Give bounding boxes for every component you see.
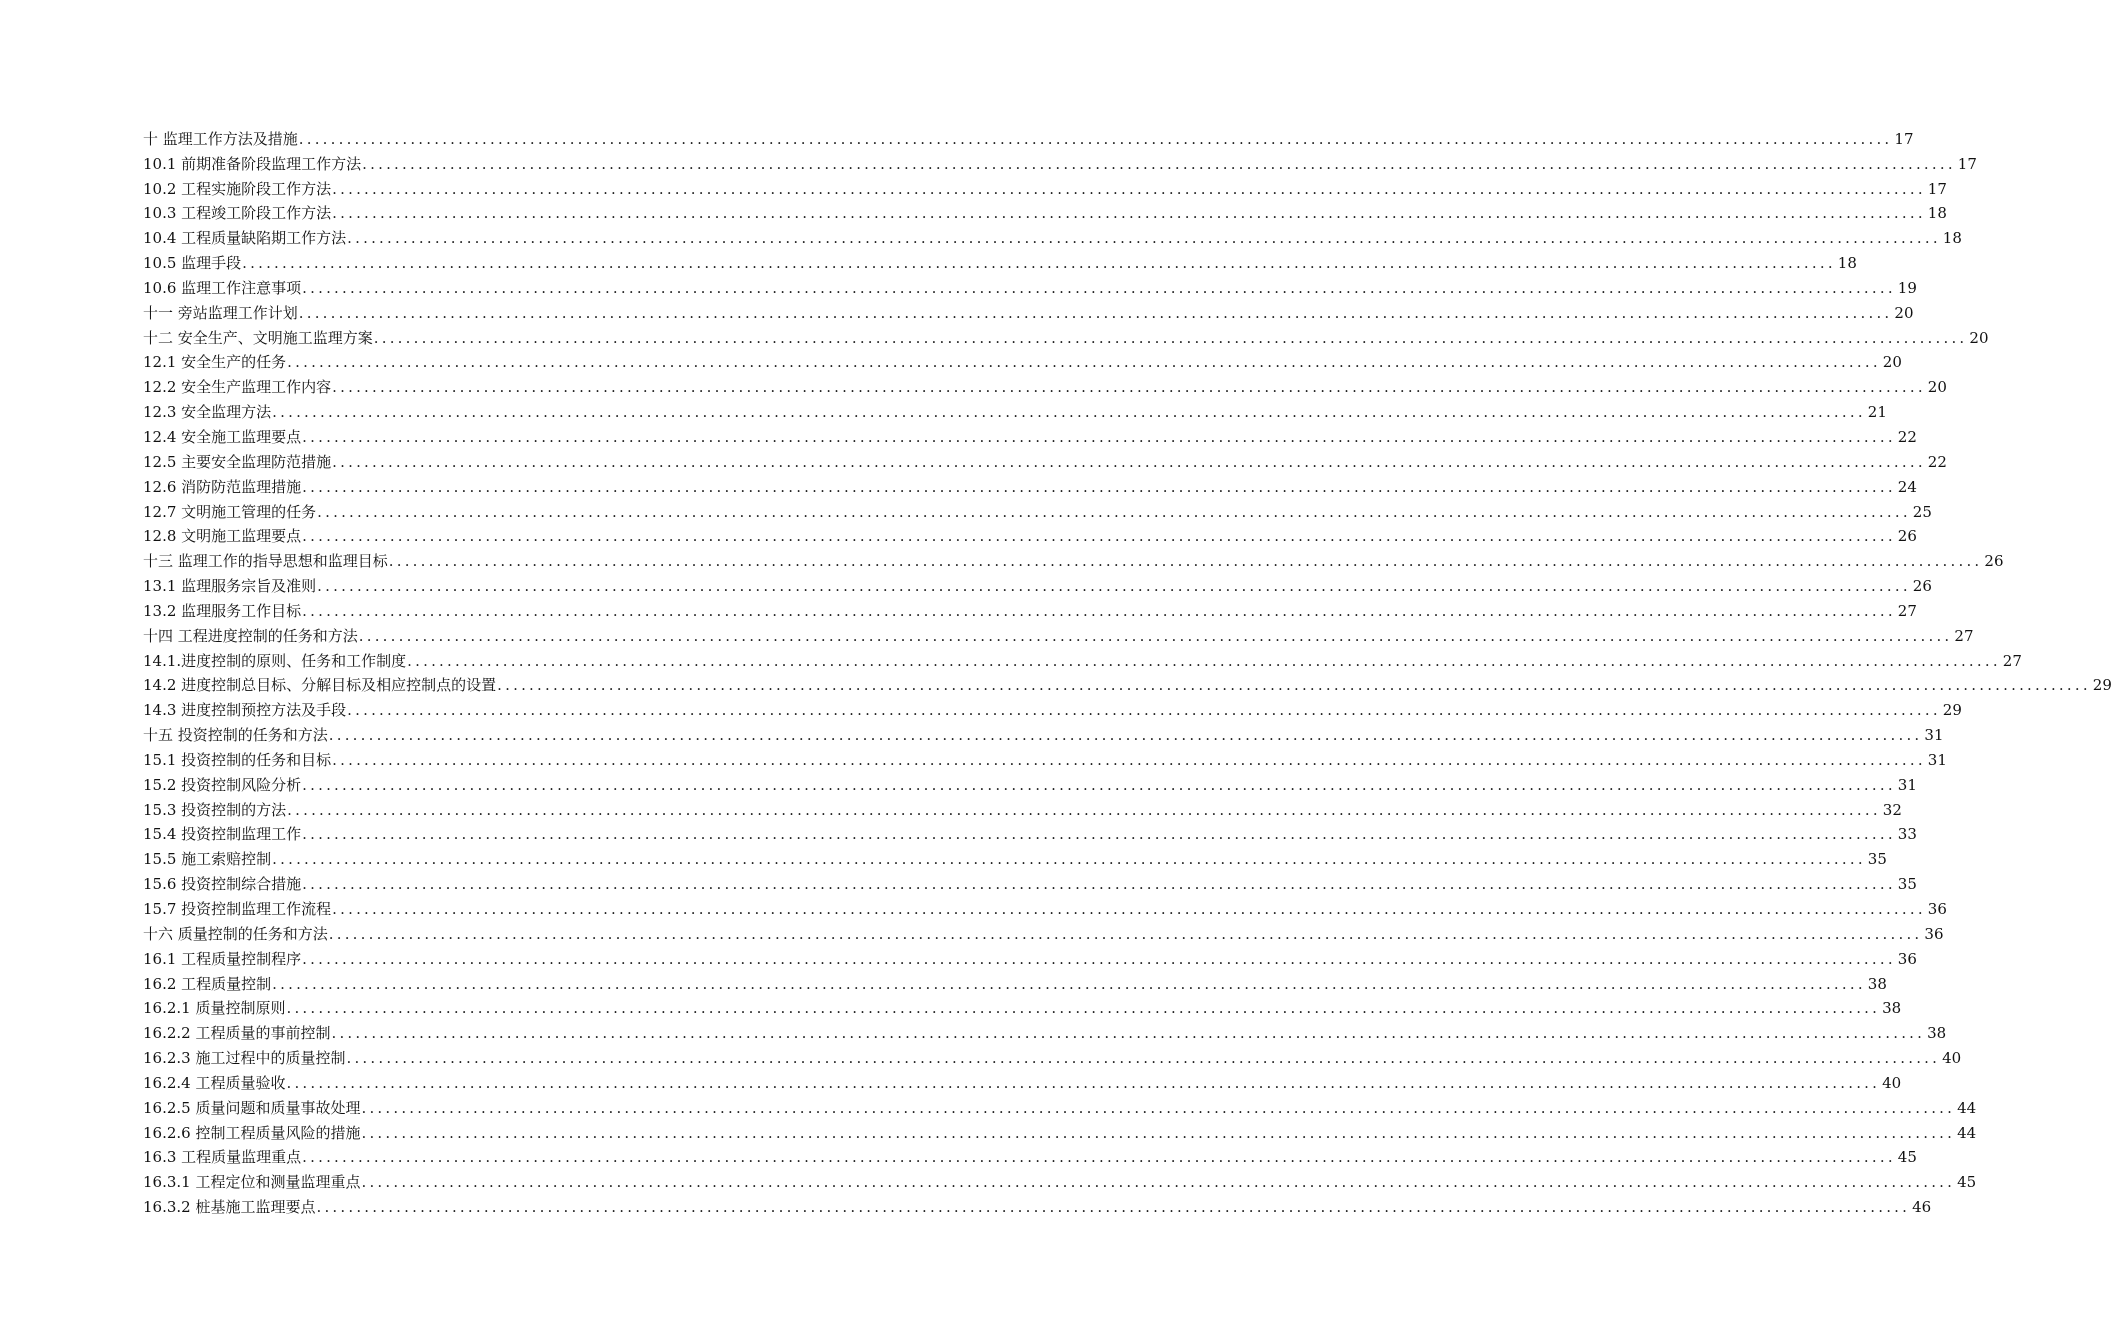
toc-entry-page-number: 31 [1924,726,1944,745]
toc-entry[interactable] [143,348,1902,373]
toc-entry-page-number: 26 [1984,552,2004,571]
toc-entry[interactable] [143,571,1932,596]
toc-entry-page-number: 36 [1927,900,1947,918]
toc-entry[interactable] [143,1192,1932,1217]
toc-entry-title: 16.3 工程质量监理重点 [143,1148,302,1167]
toc-entry-page-number: 44 [1957,1098,1977,1117]
toc-dot-leader: ........................................................................................................................................................................................................ [302,601,1896,620]
toc-entry-title: 十四 工程进度控制的任务和方法 [143,626,358,645]
toc-entry-title: 13.2 监理服务工作目标 [143,601,302,620]
toc-entry-page-number: 32 [1882,800,1902,819]
toc-dot-leader: ........................................................................................................................................................................................................ [287,800,1881,819]
toc-entry-title: 13.1 监理服务宗旨及准则 [143,577,317,596]
toc-entry[interactable] [143,695,1962,720]
toc-entry-page-number: 17 [1927,179,1947,198]
toc-dot-leader: ........................................................................................................................................................................................................ [407,651,2001,670]
toc-entry[interactable] [143,1118,1977,1143]
toc-entry[interactable] [143,472,1917,497]
toc-entry-page-number: 46 [1912,1198,1932,1217]
toc-entry-title: 12.6 消防防范监理措施 [143,477,302,496]
toc-entry-page-number: 38 [1882,999,1902,1018]
toc-entry-page-number: 29 [1942,701,1962,720]
toc-entry-title: 15.2 投资控制风险分析 [143,775,302,794]
toc-entry[interactable] [143,844,1887,869]
toc-dot-leader: ........................................................................................................................................................................................................ [302,775,1896,794]
toc-entry-page-number: 25 [1912,502,1932,521]
toc-entry[interactable] [143,646,2022,671]
toc-entry-page-number: 35 [1897,875,1917,894]
toc-dot-leader: ........................................................................................................................................................................................................ [242,254,1836,273]
toc-dot-leader: ........................................................................................................................................................................................................ [373,328,1968,347]
toc-dot-leader: ........................................................................................................................................................................................................ [388,552,1983,571]
toc-entry-page-number: 45 [1897,1148,1917,1167]
toc-entry[interactable] [143,1018,1947,1043]
toc-entry-title: 16.2 工程质量控制 [143,974,272,993]
toc-entry-title: 十三 监理工作的指导思想和监理目标 [143,552,388,571]
toc-entry[interactable] [143,447,1947,472]
toc-entry[interactable] [143,273,1917,298]
toc-entry-page-number: 22 [1927,452,1947,471]
toc-entry-page-number: 31 [1927,750,1947,769]
toc-entry-page-number: 40 [1882,1073,1902,1092]
toc-entry[interactable] [143,248,1857,273]
toc-dot-leader: ........................................................................................................................................................................................................ [302,427,1896,446]
toc-entry-title: 14.1.进度控制的原则、任务和工作制度 [143,651,407,670]
toc-entry[interactable] [143,994,1902,1019]
toc-entry-title: 12.4 安全施工监理要点 [143,427,302,446]
toc-entry-title: 16.2.2 工程质量的事前控制 [143,1024,331,1043]
toc-entry-page-number: 36 [1924,924,1944,943]
toc-entry-page-number: 20 [1969,328,1989,347]
toc-entry-page-number: 35 [1867,850,1887,869]
toc-entry[interactable] [143,1043,1962,1068]
toc-entry-title: 10.6 监理工作注意事项 [143,278,302,297]
toc-entry[interactable] [143,298,1914,323]
toc-dot-leader: ........................................................................................................................................................................................................ [298,129,1893,148]
toc-dot-leader: ........................................................................................................................................................................................................ [347,701,1941,720]
toc-entry[interactable] [143,671,2112,696]
toc-entry[interactable] [143,745,1947,770]
toc-entry-title: 12.3 安全监理方法 [143,403,272,422]
toc-entry-page-number: 31 [1897,775,1917,794]
toc-dot-leader: ........................................................................................................................................................................................................ [272,850,1866,869]
toc-entry-title: 10.5 监理手段 [143,254,242,273]
toc-entry-title: 16.2.1 质量控制原则 [143,999,286,1018]
toc-entry-title: 16.2.4 工程质量验收 [143,1073,286,1092]
toc-entry-title: 15.4 投资控制监理工作 [143,825,302,844]
toc-entry-page-number: 24 [1897,477,1917,496]
toc-dot-leader: ........................................................................................................................................................................................................ [361,1173,1956,1192]
toc-dot-leader: ........................................................................................................................................................................................................ [358,626,1953,645]
toc-entry[interactable] [143,397,1887,422]
toc-entry-title: 十六 质量控制的任务和方法 [143,924,328,943]
toc-dot-leader: ........................................................................................................................................................................................................ [302,875,1896,894]
toc-entry-title: 16.1 工程质量控制程序 [143,949,302,968]
toc-entry[interactable] [143,199,1947,224]
toc-entry-title: 15.6 投资控制综合措施 [143,875,302,894]
toc-entry[interactable] [143,149,1977,174]
toc-entry[interactable] [143,124,1914,149]
toc-entry-title: 12.2 安全生产监理工作内容 [143,378,332,397]
toc-entry-page-number: 38 [1927,1024,1947,1043]
toc-entry-page-number: 17 [1957,154,1977,173]
toc-entry-page-number: 33 [1897,825,1917,844]
toc-entry-title: 10.4 工程质量缺陷期工作方法 [143,229,347,248]
toc-entry[interactable] [143,223,1962,248]
toc-entry-title: 12.1 安全生产的任务 [143,353,287,372]
toc-dot-leader: ........................................................................................................................................................................................................ [302,477,1896,496]
table-of-contents [143,124,2112,1217]
toc-entry[interactable] [143,795,1902,820]
toc-dot-leader: ........................................................................................................................................................................................................ [332,900,1926,918]
toc-entry[interactable] [143,894,1947,919]
toc-entry-page-number: 19 [1897,278,1917,297]
toc-entry[interactable] [143,1068,1902,1093]
toc-entry-page-number: 40 [1942,1049,1962,1068]
toc-entry-title: 16.2.3 施工过程中的质量控制 [143,1049,346,1068]
toc-entry[interactable] [143,720,1944,745]
toc-entry[interactable] [143,770,1917,795]
toc-entry-title: 12.7 文明施工管理的任务 [143,502,317,521]
toc-entry-title: 12.5 主要安全监理防范措施 [143,452,332,471]
toc-entry[interactable] [143,522,1917,547]
toc-dot-leader: ........................................................................................................................................................................................................ [298,303,1893,322]
toc-entry-page-number: 29 [2092,676,2112,695]
toc-entry-title: 十一 旁站监理工作计划 [143,303,298,322]
toc-dot-leader: ........................................................................................................................................................................................................ [302,949,1896,968]
toc-dot-leader: ........................................................................................................................................................................................................ [361,1123,1956,1142]
toc-entry-title: 16.2.6 控制工程质量风险的措施 [143,1123,361,1142]
toc-dot-leader: ........................................................................................................................................................................................................ [272,974,1866,993]
toc-dot-leader: ........................................................................................................................................................................................................ [361,1098,1956,1117]
toc-entry-title: 十五 投资控制的任务和方法 [143,726,328,745]
toc-dot-leader: ........................................................................................................................................................................................................ [332,452,1926,471]
toc-entry-title: 16.3.1 工程定位和测量监理重点 [143,1173,361,1192]
toc-entry-title: 16.3.2 桩基施工监理要点 [143,1198,316,1217]
toc-entry[interactable] [143,1167,1977,1192]
toc-entry[interactable] [143,944,1917,969]
toc-entry[interactable] [143,546,2004,571]
toc-entry[interactable] [143,422,1917,447]
toc-entry-title: 15.3 投资控制的方法 [143,800,287,819]
toc-dot-leader: ........................................................................................................................................................................................................ [346,1049,1941,1068]
toc-entry[interactable] [143,174,1947,199]
toc-entry[interactable] [143,596,1917,621]
toc-entry-page-number: 45 [1957,1173,1977,1192]
toc-dot-leader: ........................................................................................................................................................................................................ [287,353,1881,372]
toc-entry[interactable] [143,919,1944,944]
toc-dot-leader: ........................................................................................................................................................................................................ [316,1198,1911,1217]
toc-dot-leader: ........................................................................................................................................................................................................ [332,378,1926,397]
toc-dot-leader: ........................................................................................................................................................................................................ [286,1073,1881,1092]
toc-entry-title: 十二 安全生产、文明施工监理方案 [143,328,373,347]
toc-dot-leader: ........................................................................................................................................................................................................ [332,204,1926,223]
toc-entry-title: 十 监理工作方法及措施 [143,129,298,148]
toc-dot-leader: ........................................................................................................................................................................................................ [497,676,2091,695]
toc-entry-title: 12.8 文明施工监理要点 [143,527,302,546]
toc-entry[interactable] [143,1143,1917,1168]
toc-entry-page-number: 44 [1957,1123,1977,1142]
toc-dot-leader: ........................................................................................................................................................................................................ [302,1148,1896,1167]
toc-dot-leader: ........................................................................................................................................................................................................ [347,229,1941,248]
toc-entry-title: 14.3 进度控制预控方法及手段 [143,701,347,720]
toc-entry-page-number: 38 [1867,974,1887,993]
toc-entry-page-number: 17 [1894,129,1914,148]
toc-entry-title: 14.2 进度控制总目标、分解目标及相应控制点的设置 [143,676,497,695]
toc-entry[interactable] [143,497,1932,522]
toc-dot-leader: ........................................................................................................................................................................................................ [328,726,1923,745]
toc-entry[interactable] [143,372,1947,397]
toc-dot-leader: ........................................................................................................................................................................................................ [317,502,1911,521]
toc-dot-leader: ........................................................................................................................................................................................................ [331,1024,1926,1043]
toc-entry-page-number: 27 [2002,651,2022,670]
toc-dot-leader: ........................................................................................................................................................................................................ [332,179,1926,198]
toc-entry[interactable] [143,323,1989,348]
toc-dot-leader: ........................................................................................................................................................................................................ [362,154,1956,173]
toc-dot-leader: ........................................................................................................................................................................................................ [317,577,1911,596]
toc-dot-leader: ........................................................................................................................................................................................................ [302,825,1896,844]
toc-entry-page-number: 18 [1837,254,1857,273]
toc-dot-leader: ........................................................................................................................................................................................................ [328,924,1923,943]
toc-entry-title: 16.2.5 质量问题和质量事故处理 [143,1098,361,1117]
toc-entry[interactable] [143,969,1887,994]
toc-dot-leader: ........................................................................................................................................................................................................ [302,278,1896,297]
toc-entry[interactable] [143,869,1917,894]
toc-entry-page-number: 36 [1897,949,1917,968]
toc-entry-page-number: 18 [1942,229,1962,248]
toc-entry-page-number: 27 [1897,601,1917,620]
toc-entry-page-number: 26 [1897,527,1917,546]
toc-entry[interactable] [143,1093,1977,1118]
toc-entry[interactable] [143,621,1974,646]
toc-entry-page-number: 21 [1867,403,1887,422]
toc-entry[interactable] [143,820,1917,845]
toc-entry-title: 15.5 施工索赔控制 [143,850,272,869]
toc-entry-title: 10.1 前期准备阶段监理工作方法 [143,154,362,173]
toc-entry-page-number: 26 [1912,577,1932,596]
toc-entry-page-number: 20 [1927,378,1947,397]
toc-dot-leader: ........................................................................................................................................................................................................ [272,403,1866,422]
toc-dot-leader: ........................................................................................................................................................................................................ [302,527,1896,546]
toc-entry-title: 10.3 工程竣工阶段工作方法 [143,204,332,223]
toc-entry-page-number: 27 [1954,626,1974,645]
toc-dot-leader: ........................................................................................................................................................................................................ [332,750,1926,769]
toc-entry-title: 15.1 投资控制的任务和目标 [143,750,332,769]
toc-entry-page-number: 22 [1897,427,1917,446]
toc-entry-title: 10.2 工程实施阶段工作方法 [143,179,332,198]
toc-dot-leader: ........................................................................................................................................................................................................ [286,999,1881,1018]
toc-entry-page-number: 20 [1882,353,1902,372]
toc-entry-page-number: 20 [1894,303,1914,322]
toc-entry-page-number: 18 [1927,204,1947,223]
toc-entry-title: 15.7 投资控制监理工作流程 [143,900,332,918]
